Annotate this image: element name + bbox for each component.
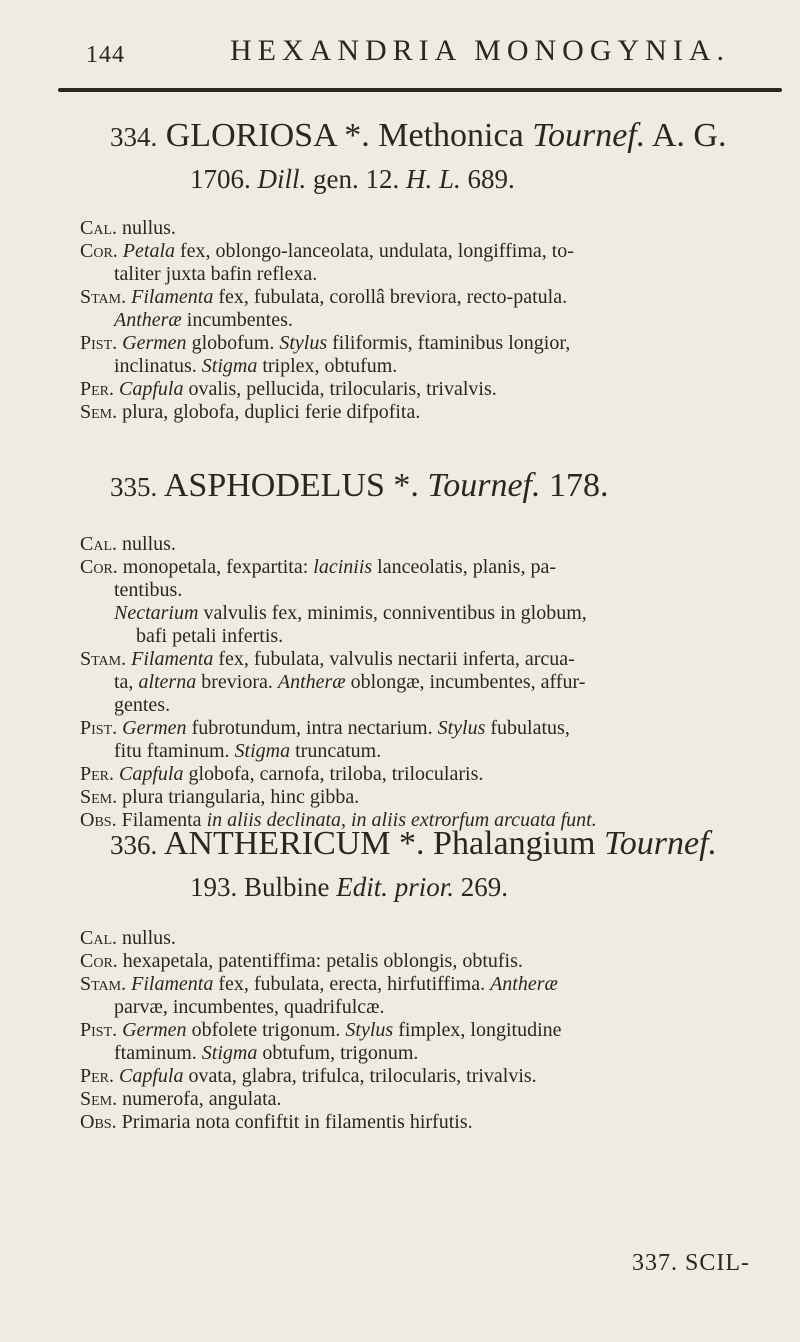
ref-text: 1706. — [190, 164, 258, 194]
desc-line — [80, 579, 784, 602]
part-label: Pist. — [80, 717, 118, 739]
desc-line — [80, 1065, 784, 1088]
desc-line — [80, 763, 784, 786]
term: Petala — [122, 240, 176, 262]
asterisk-mark: *. — [335, 117, 370, 154]
asterisk-mark: *. — [384, 467, 419, 504]
desc-line — [80, 533, 784, 556]
line-text: fubrotundum, intra nectarium. — [186, 717, 438, 739]
line-text: numerofa, angulata. — [117, 1088, 282, 1110]
part-label: Obs. — [80, 809, 117, 831]
part-label: Stam. — [80, 286, 127, 308]
ref-text: 689. — [460, 164, 515, 194]
part-label: Cal. — [80, 533, 118, 555]
line-text: plura triangularia, hinc gibba. — [117, 786, 360, 808]
term: Antheræ — [490, 973, 558, 995]
line-text: Filamenta — [116, 809, 207, 831]
header-rule — [58, 88, 782, 92]
term: Nectarium — [114, 602, 199, 624]
heading-continuation — [110, 869, 784, 905]
asterisk-mark: *. — [390, 825, 425, 862]
page-number: 144 — [86, 42, 125, 68]
term: Germen — [122, 332, 187, 354]
desc-line — [80, 332, 784, 355]
term: laciniis — [313, 556, 373, 578]
genus-name: GLORIOSA — [165, 117, 336, 154]
term: Antheræ — [277, 671, 346, 693]
term: Germen — [122, 717, 187, 739]
desc-line — [80, 1088, 784, 1111]
reference: Tournef. — [427, 467, 541, 504]
desc-line — [80, 927, 784, 950]
desc-line — [80, 1042, 784, 1065]
description — [80, 533, 784, 832]
line-text: taliter juxta bafin reflexa. — [114, 263, 318, 285]
part-label: Obs. — [80, 1111, 117, 1133]
line-text: fex, fubulata, valvulis nectarii inferta, arcua- — [213, 648, 575, 670]
line-text: hexapetala, patentiffima: petalis oblongis, obtufis. — [117, 950, 523, 972]
reference: Tournef. — [603, 825, 718, 862]
desc-line — [80, 694, 784, 717]
desc-line — [80, 286, 784, 309]
term: Filamenta — [131, 648, 214, 670]
genus-name: ASPHODELUS — [163, 467, 385, 504]
desc-line — [80, 950, 784, 973]
line-text: monopetala, fexpartita: — [117, 556, 314, 578]
part-label: Sem. — [80, 1088, 118, 1110]
entry-number: 334. — [110, 122, 158, 152]
part-label: Pist. — [80, 1019, 118, 1041]
term: Germen — [122, 1019, 187, 1041]
line-text: fimplex, longitudine — [393, 1019, 562, 1041]
term: Antheræ — [114, 309, 182, 331]
ref-italic: Dill. — [257, 164, 307, 194]
desc-line — [80, 717, 784, 740]
part-label: Stam. — [80, 648, 127, 670]
term: in aliis extrorfum arcuata funt. — [351, 809, 597, 831]
genus-entry-335 — [80, 468, 784, 832]
description — [80, 927, 784, 1134]
part-label: Cor. — [80, 240, 118, 262]
line-text: fex, fubulata, corollâ breviora, recto-patula. — [213, 286, 568, 308]
term: Stigma — [201, 355, 258, 377]
line-text: globofum. — [186, 332, 280, 354]
term: Capfula — [119, 763, 184, 785]
part-label: Cal. — [80, 927, 118, 949]
line-text: oblongæ, incumbentes, affur- — [345, 671, 586, 693]
desc-line — [80, 671, 784, 694]
line-text: gentes. — [114, 694, 171, 716]
line-text: obtufum, trigonum. — [257, 1042, 419, 1064]
desc-line — [80, 648, 784, 671]
genus-heading — [110, 826, 784, 905]
line-text: incumbentes. — [181, 309, 293, 331]
line-text: lanceolatis, planis, pa- — [372, 556, 556, 578]
part-label: Stam. — [80, 973, 127, 995]
line-text: nullus. — [117, 927, 176, 949]
desc-line — [80, 378, 784, 401]
line-text: breviora. — [196, 671, 278, 693]
part-label: Sem. — [80, 786, 118, 808]
ref-italic: Edit. prior. — [336, 872, 455, 902]
desc-line — [80, 1019, 784, 1042]
desc-line — [80, 217, 784, 240]
desc-line — [80, 996, 784, 1019]
desc-line — [80, 263, 784, 286]
line-text: obfolete trigonum. — [186, 1019, 346, 1041]
line-text: fex, oblongo-lanceolata, undulata, longiffima, to- — [175, 240, 574, 262]
line-text: valvulis fex, minimis, conniventibus in globum, — [198, 602, 587, 624]
running-head — [30, 30, 760, 70]
term: Stylus — [279, 332, 328, 354]
line-text: fex, fubulata, erecta, hirfutiffima. — [213, 973, 491, 995]
term: Filamenta — [131, 973, 214, 995]
genus-entry-336 — [80, 826, 784, 1134]
term: alterna — [138, 671, 197, 693]
synonym: Methonica — [369, 117, 533, 154]
line-text: bafi petali infertis. — [136, 625, 284, 647]
synonym: Phalangium — [424, 825, 604, 862]
line-text: globofa, carnofa, triloba, trilocularis. — [183, 763, 484, 785]
ref-text: 193. Bulbine — [190, 872, 337, 902]
term: Filamenta — [131, 286, 214, 308]
ref-italic: H. L. — [406, 164, 461, 194]
genus-heading — [110, 468, 784, 505]
line-text: , — [341, 809, 351, 831]
desc-line — [80, 355, 784, 378]
line-text: inclinatus. — [114, 355, 202, 377]
line-text: Primaria nota confiftit in filamentis hirfutis. — [116, 1111, 473, 1133]
term: Stigma — [201, 1042, 258, 1064]
part-label: Pist. — [80, 332, 118, 354]
line-text: triplex, obtufum. — [257, 355, 398, 377]
part-label: Cor. — [80, 556, 118, 578]
ref-text: 269. — [454, 872, 509, 902]
line-text: nullus. — [117, 533, 176, 555]
reference-text: 178. — [540, 467, 609, 504]
part-label: Per. — [80, 1065, 115, 1087]
genus-entry-334 — [80, 118, 784, 424]
desc-line — [80, 786, 784, 809]
line-text: truncatum. — [290, 740, 382, 762]
term: Stylus — [437, 717, 486, 739]
desc-line — [80, 401, 784, 424]
part-label: Cor. — [80, 950, 118, 972]
line-text: tentibus. — [114, 579, 183, 601]
term: Capfula — [119, 378, 184, 400]
part-label: Per. — [80, 763, 115, 785]
genus-name: ANTHERICUM — [163, 825, 391, 862]
desc-line — [80, 740, 784, 763]
line-text: nullus. — [117, 217, 176, 239]
line-text: ta, — [114, 671, 139, 693]
line-text: plura, globofa, duplici ferie difpofita. — [117, 401, 421, 423]
running-title: HEXANDRIA MONOGYNIA. — [230, 34, 730, 67]
desc-line — [80, 309, 784, 332]
heading-continuation — [110, 161, 784, 197]
term: Stigma — [234, 740, 291, 762]
desc-line — [80, 240, 784, 263]
line-text: ftaminum. — [114, 1042, 202, 1064]
desc-line — [80, 1111, 784, 1134]
reference-text: A. G. — [645, 117, 727, 154]
desc-line — [80, 973, 784, 996]
desc-line — [80, 625, 784, 648]
reference: Tournef. — [532, 117, 646, 154]
part-label: Cal. — [80, 217, 118, 239]
line-text: filiformis, ftaminibus longior, — [327, 332, 571, 354]
entry-number: 335. — [110, 472, 158, 502]
term: in aliis declinata — [206, 809, 341, 831]
line-text: parvæ, incumbentes, quadrifulcæ. — [114, 996, 385, 1018]
desc-line — [80, 556, 784, 579]
catchword: 337. SCIL- — [632, 1250, 750, 1276]
entry-number: 336. — [110, 830, 158, 860]
desc-line — [80, 602, 784, 625]
line-text: ovata, glabra, trifulca, trilocularis, trivalvis. — [183, 1065, 537, 1087]
term: Stylus — [345, 1019, 394, 1041]
line-text: fubulatus, — [485, 717, 570, 739]
ref-text: gen. 12. — [306, 164, 406, 194]
line-text: ovalis, pellucida, trilocularis, trivalvis. — [183, 378, 497, 400]
part-label: Sem. — [80, 401, 118, 423]
genus-heading — [110, 118, 784, 197]
part-label: Per. — [80, 378, 115, 400]
line-text: fitu ftaminum. — [114, 740, 235, 762]
description — [80, 217, 784, 424]
term: Capfula — [119, 1065, 184, 1087]
